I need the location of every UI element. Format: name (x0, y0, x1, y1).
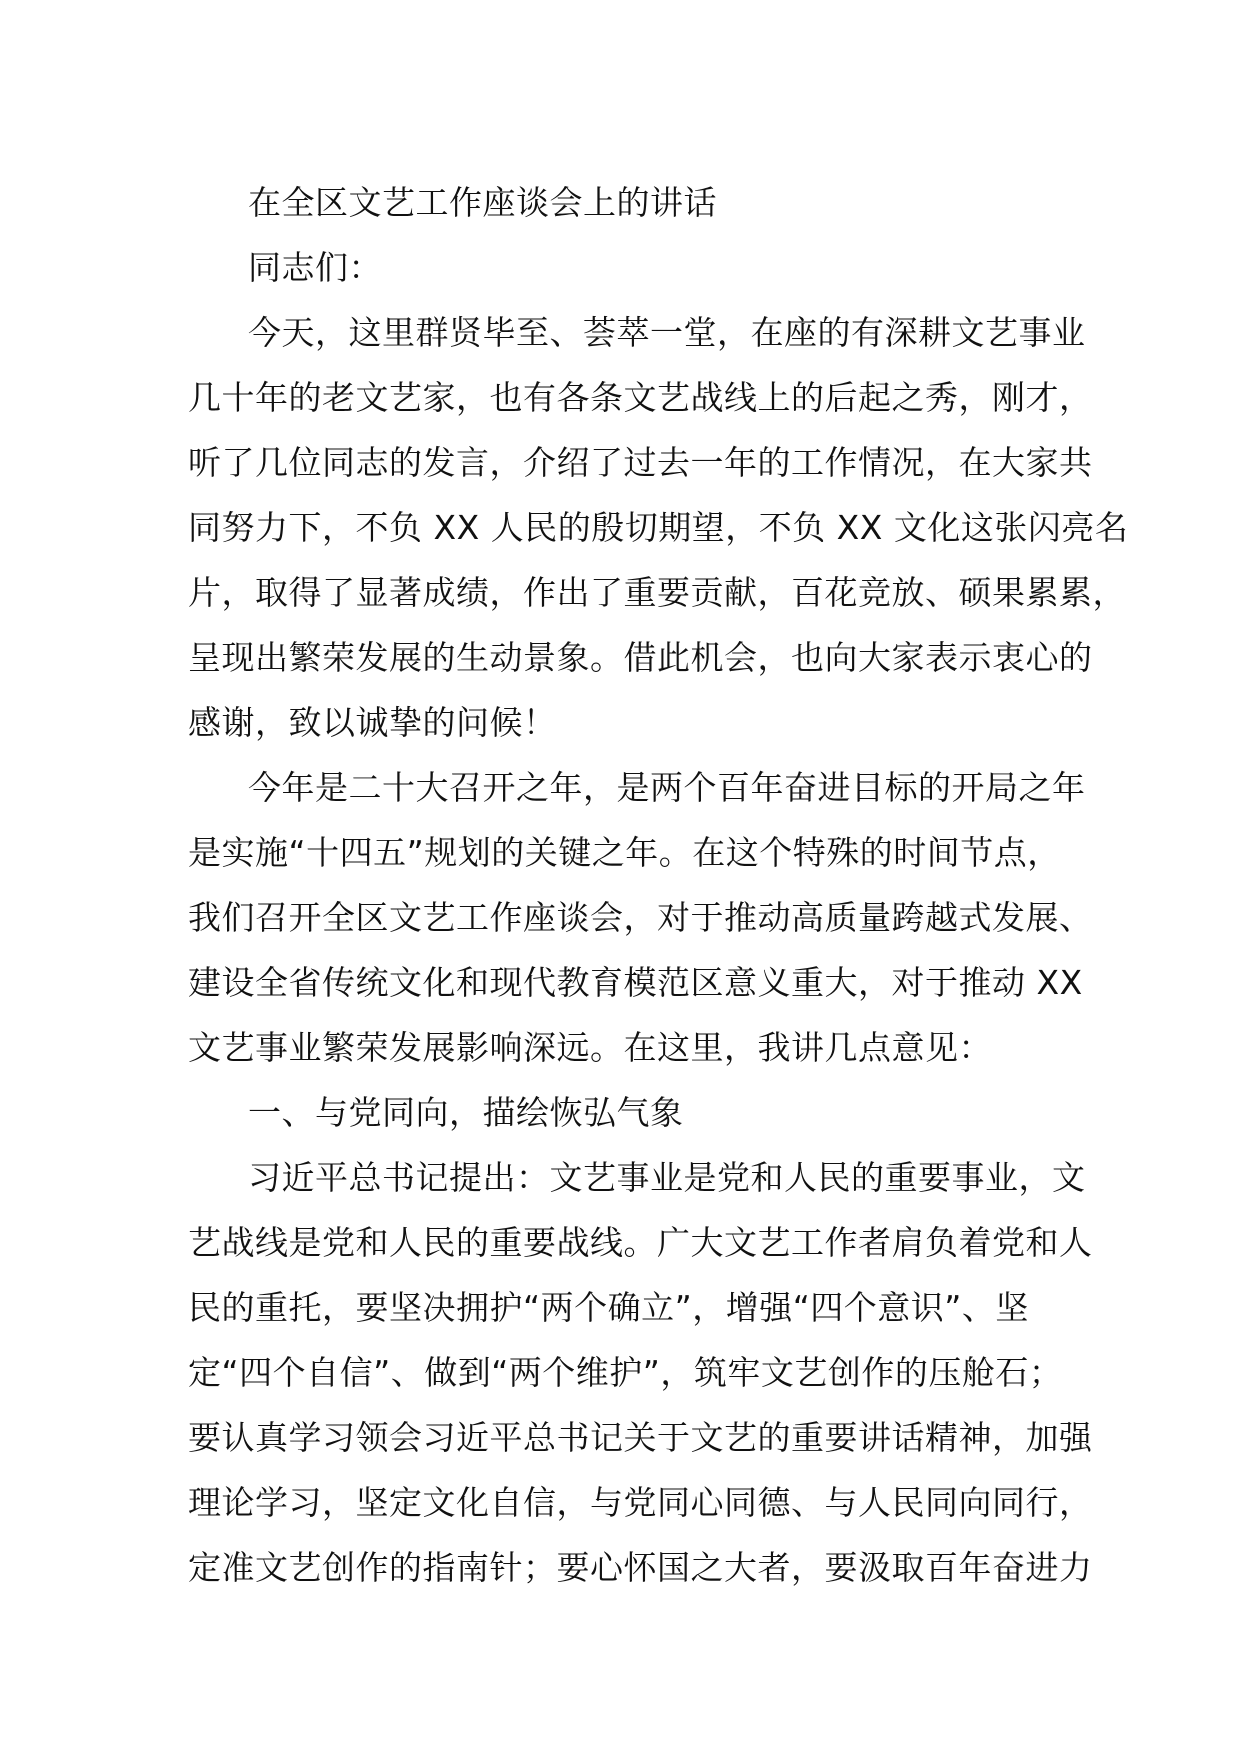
paragraph-line: 习近平总书记提出：文艺事业是党和人民的重要事业，文 (248, 1158, 1086, 1197)
paragraph-line: 同努力下，不负 XX 人民的殷切期望，不负 XX 文化这张闪亮名 (188, 508, 1129, 547)
paragraph-line: 艺战线是党和人民的重要战线。广大文艺工作者肩负着党和人 (188, 1223, 1093, 1262)
paragraph-line: 是实施“十四五”规划的关键之年。在这个特殊的时间节点， (188, 833, 1061, 872)
paragraph-line: 文艺事业繁荣发展影响深远。在这里，我讲几点意见： (188, 1028, 992, 1067)
paragraph-line: 民的重托，要坚决拥护“两个确立”，增强“四个意识”、坚 (188, 1288, 1029, 1327)
paragraph-line: 建设全省传统文化和现代教育模范区意义重大，对于推动 XX (188, 963, 1083, 1002)
salutation: 同志们： (248, 248, 382, 287)
paragraph-line: 今天，这里群贤毕至、荟萃一堂，在座的有深耕文艺事业 (248, 313, 1086, 352)
paragraph-line: 听了几位同志的发言，介绍了过去一年的工作情况，在大家共 (188, 443, 1093, 482)
paragraph-line: 今年是二十大召开之年，是两个百年奋进目标的开局之年 (248, 768, 1086, 807)
document-page (188, 170, 1129, 1600)
paragraph-line: 要认真学习领会习近平总书记关于文艺的重要讲话精神，加强 (188, 1418, 1093, 1457)
paragraph-line: 片，取得了显著成绩，作出了重要贡献，百花竞放、硕果累累， (188, 573, 1126, 612)
paragraph-line: 呈现出繁荣发展的生动景象。借此机会，也向大家表示衷心的 (188, 638, 1093, 677)
paragraph-line: 定“四个自信”、做到“两个维护”，筑牢文艺创作的压舱石； (188, 1353, 1063, 1392)
paragraph-line: 我们召开全区文艺工作座谈会，对于推动高质量跨越式发展、 (188, 898, 1093, 937)
paragraph-line: 感谢，致以诚挚的问候！ (188, 703, 557, 742)
paragraph-line: 理论学习，坚定文化自信，与党同心同德、与人民同向同行， (188, 1483, 1093, 1522)
section-heading: 一、与党同向，描绘恢弘气象 (248, 1093, 684, 1132)
document-title: 在全区文艺工作座谈会上的讲话 (248, 183, 717, 222)
paragraph-line: 定准文艺创作的指南针；要心怀国之大者，要汲取百年奋进力 (188, 1548, 1093, 1587)
paragraph-line: 几十年的老文艺家，也有各条文艺战线上的后起之秀，刚才， (188, 378, 1093, 417)
